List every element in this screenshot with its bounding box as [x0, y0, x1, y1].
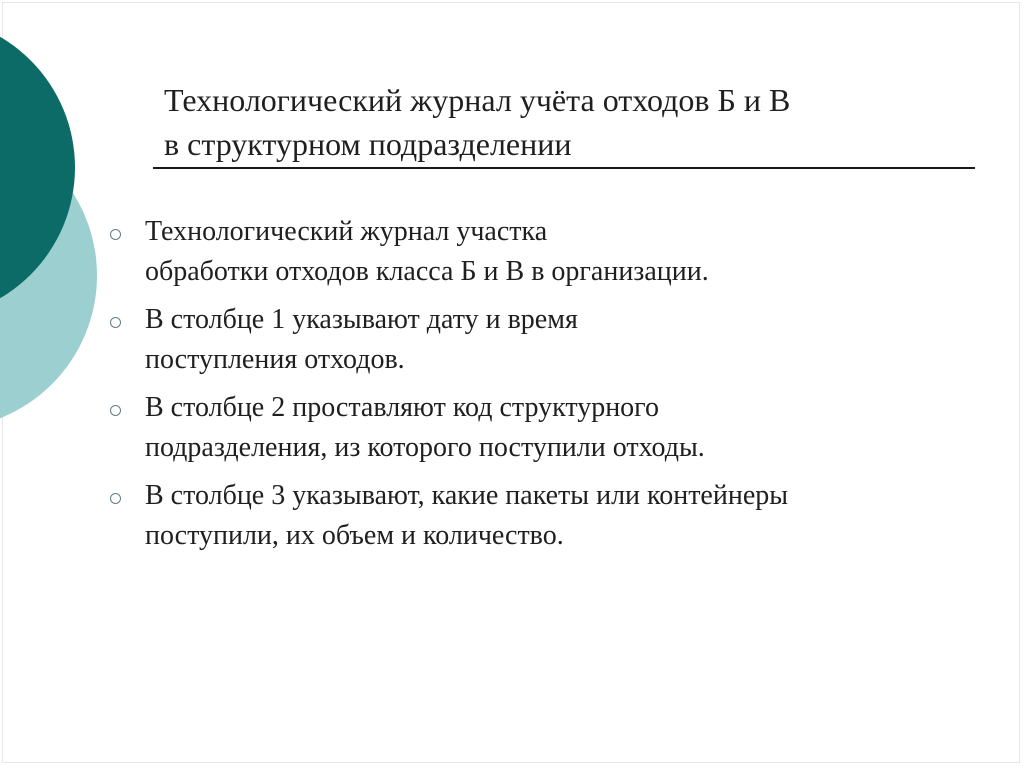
title-underline [153, 167, 975, 169]
bullet-text-line: поступили, их объем и количество. [145, 520, 564, 551]
bullet-text [145, 300, 985, 380]
bullet-item-1 [105, 212, 985, 292]
bullet-text-line: Технологический журнал участка [145, 216, 548, 247]
bullet-text [145, 212, 985, 292]
bullet-text [145, 476, 985, 556]
slide-title-line-1: Технологический журнал учёта отходов Б и В [164, 82, 791, 118]
bullet-text-line: подразделения, из которого поступили отходы. [145, 432, 705, 463]
bullet-text-line: обработки отходов класса Б и В в организации. [145, 256, 709, 287]
bullet-text-line: В столбце 1 указывают дату и время [145, 304, 578, 335]
hollow-circle-bullet-icon [110, 405, 121, 416]
bullet-text [145, 388, 985, 468]
bullet-item-2 [105, 300, 985, 380]
bullet-text-line: В столбце 2 проставляют код структурного [145, 392, 659, 423]
slide-title [164, 78, 984, 166]
bullet-item-4 [105, 476, 985, 556]
hollow-circle-bullet-icon [110, 317, 121, 328]
bullet-text-line: поступления отходов. [145, 344, 405, 375]
bullet-item-3 [105, 388, 985, 468]
hollow-circle-bullet-icon [110, 493, 121, 504]
hollow-circle-bullet-icon [110, 229, 121, 240]
bullet-list [105, 212, 985, 564]
slide-title-line-2: в структурном подразделении [164, 126, 572, 162]
bullet-text-line: В столбце 3 указывают, какие пакеты или контейнеры [145, 480, 789, 511]
